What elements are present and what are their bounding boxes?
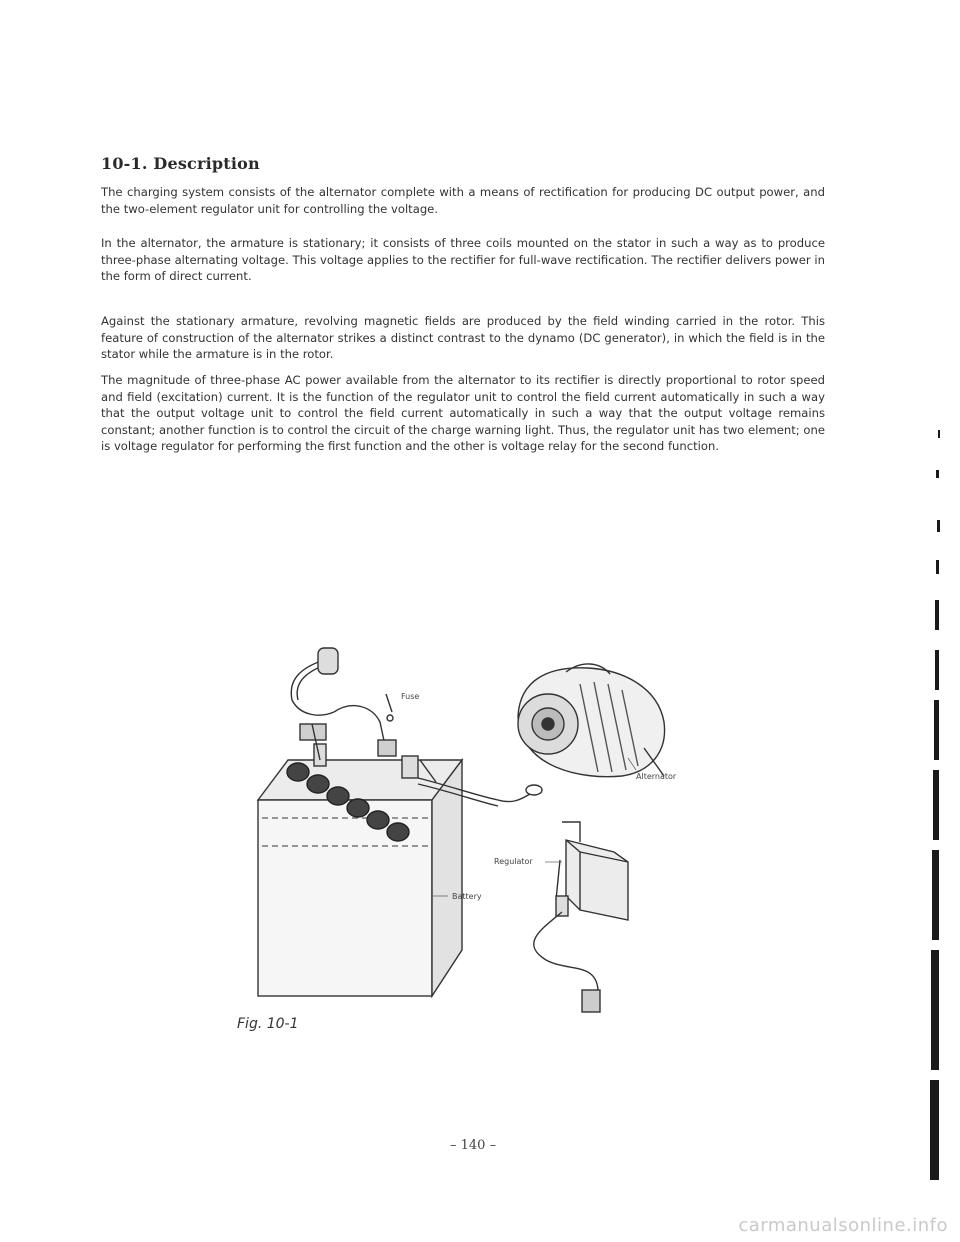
regulator-label: Regulator: [494, 857, 533, 866]
fuse-label: Fuse: [401, 692, 420, 701]
page-number: – 140 –: [450, 1138, 497, 1153]
paragraph: The charging system consists of the alternator complete with a means of rectification for producing DC output power, and the two-element regulator unit for controlling the voltage.: [101, 185, 825, 216]
section-heading: 10-1. Description: [101, 154, 260, 173]
paragraph: Against the stationary armature, revolving magnetic fields are produced by the field winding carried in the rotor. This feature of construction of the alternator strikes a distinct contrast to the dynamo (DC generator), in which the field is in the stator while the armature is in the rotor.: [101, 314, 825, 361]
paragraph: The magnitude of three-phase AC power available from the alternator to its rectifier is directly proportional to rotor speed and field (excitation) current. It is the function of the regulator unit to control the field current automatically in such a way that the output voltage unit to control the field current automatically in such a way that the output voltage remains constant; another function is to control the circuit of the charge warning light. Thus, the regulator unit has two element; one is voltage regulator for performing the first function and the other is voltage relay for the second function.: [101, 373, 825, 453]
paragraph: In the alternator, the armature is stationary; it consists of three coils mounted on the stator in such a way as to produce three-phase alternating voltage. This voltage applies to the rectifier for full-wave rectification. The rectifier delivers power in the form of direct current.: [101, 236, 825, 283]
battery-label: Battery: [452, 892, 482, 901]
alternator-label: Alternator: [636, 772, 677, 781]
figure-caption: Fig. 10-1: [237, 1016, 299, 1032]
watermark: carmanualsonline.info: [738, 1215, 948, 1236]
